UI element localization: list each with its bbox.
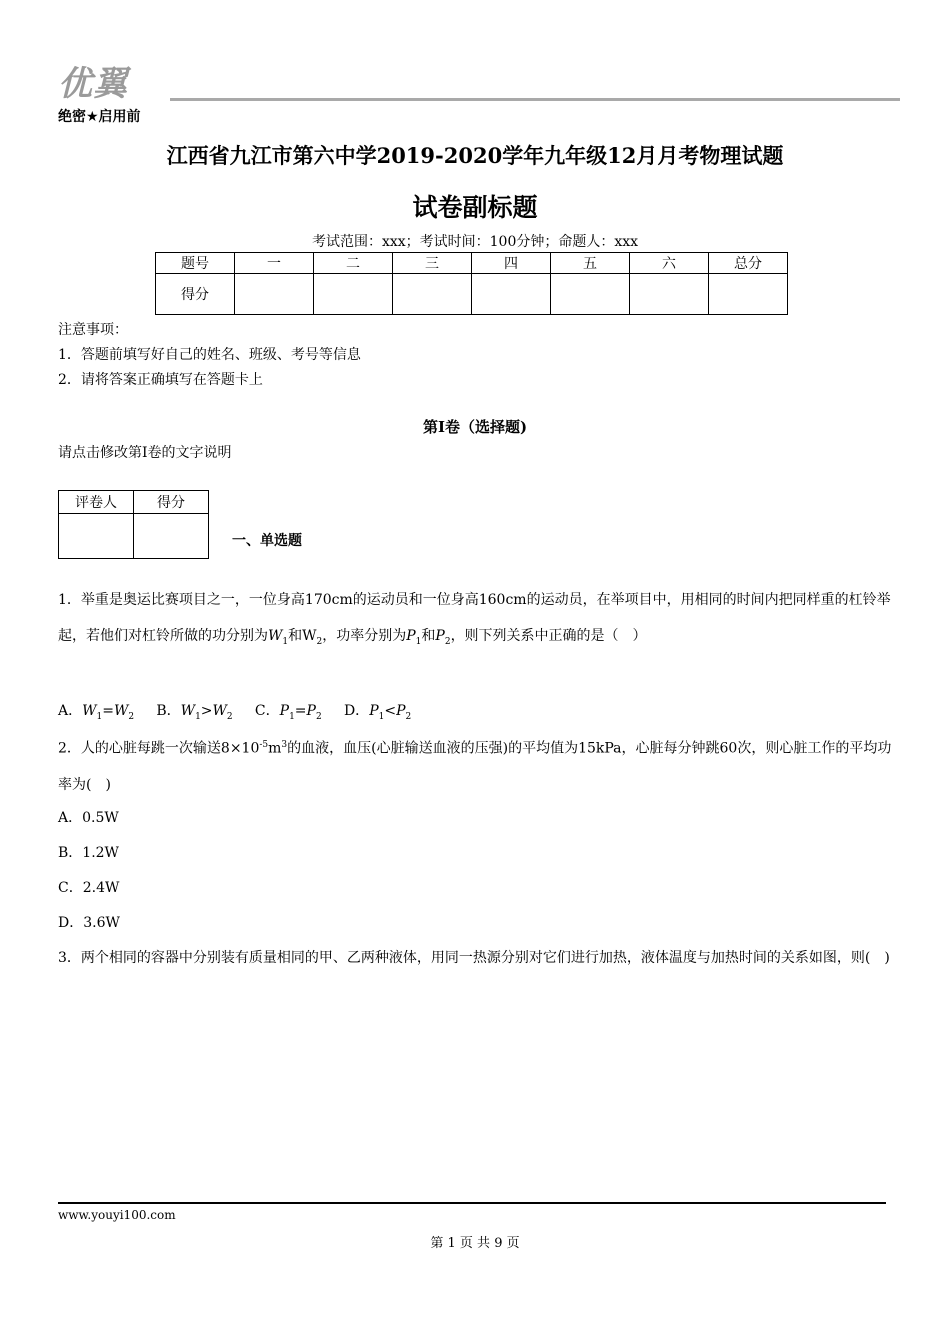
grader-header-cell: 评卷人	[59, 491, 134, 514]
score-header-cell: 总分	[709, 253, 788, 274]
score-cell	[235, 274, 314, 315]
notes	[58, 318, 361, 393]
question-1: 1．举重是奥运比赛项目之一，一位身高170cm的运动员和一位身高160cm的运动员，在举项目中，用相同的时间内把同样重的杠铃举起，若他们对杠铃所做的功分别为$W_1$和$W_2$，功率分别为$P_1$和$P_2$，则下列关系中正确的是（ ）	[58, 592, 891, 647]
option-a: A．$W_1=W_2$	[58, 703, 135, 722]
grader-cell	[134, 514, 209, 559]
score-cell	[472, 274, 551, 315]
score-cell	[393, 274, 472, 315]
option-d: D．$P_1<P_2$	[343, 703, 412, 722]
footer-divider	[58, 1202, 886, 1204]
score-cell	[551, 274, 630, 315]
secret-label: 绝密★启用前	[58, 109, 141, 125]
question-1-options	[58, 700, 411, 722]
notes-item: 2．请将答案正确填写在答题卡上	[58, 372, 263, 388]
question-3: 3．两个相同的容器中分别装有质量相同的甲、乙两种液体，用同一热源分别对它们进行加热，液体温度与加热时间的关系如图，则( )	[58, 950, 890, 966]
question-2-option: D．3.6W	[58, 915, 120, 931]
logo: 优翼	[58, 64, 128, 104]
score-header-cell: 二	[314, 253, 393, 274]
score-header-cell: 五	[551, 253, 630, 274]
score-table	[155, 252, 788, 315]
score-header-cell: 题号	[156, 253, 235, 274]
exam-meta: 考试范围：xxx；考试时间：100分钟；命题人：xxx	[311, 234, 639, 250]
score-header-cell: 四	[472, 253, 551, 274]
question-2-option: B．1.2W	[58, 845, 119, 861]
question-2: 2．人的心脏每跳一次输送$8\times 10^{-5}m^3$的血液，血压(心脏输送血液的压强)的平均值为15kPa，心脏每分钟跳60次，则心脏工作的平均功率为( )	[58, 740, 892, 793]
score-header-cell: 三	[393, 253, 472, 274]
score-row-label: 得分	[156, 274, 235, 315]
part-label: 一、单选题	[232, 533, 302, 549]
score-cell	[709, 274, 788, 315]
option-b: B．$W_1>W_2$	[156, 703, 233, 722]
notes-item: 1．答题前填写好自己的姓名、班级、考号等信息	[58, 347, 361, 363]
logo-divider	[170, 98, 900, 101]
question-2-option: A．0.5W	[58, 810, 119, 826]
page-number: 第 1 页 共 9 页	[430, 1236, 520, 1251]
grader-table	[58, 490, 209, 559]
score-header-cell: 一	[235, 253, 314, 274]
grader-header-cell: 得分	[134, 491, 209, 514]
notes-title: 注意事项：	[58, 322, 128, 338]
question-2-option: C．2.4W	[58, 880, 120, 896]
exam-subtitle: 试卷副标题	[412, 193, 538, 222]
score-cell	[314, 274, 393, 315]
score-header-cell: 六	[630, 253, 709, 274]
score-cell	[630, 274, 709, 315]
grader-cell	[59, 514, 134, 559]
section-desc: 请点击修改第I卷的文字说明	[58, 445, 232, 461]
option-c: C．$P_1=P_2$	[254, 703, 322, 722]
exam-title: 江西省九江市第六中学2019-2020学年九年级12月月考物理试题	[166, 143, 784, 168]
section-title: 第I卷（选择题)	[422, 418, 528, 436]
footer-url[interactable]: www.youyi100.com	[58, 1208, 176, 1222]
